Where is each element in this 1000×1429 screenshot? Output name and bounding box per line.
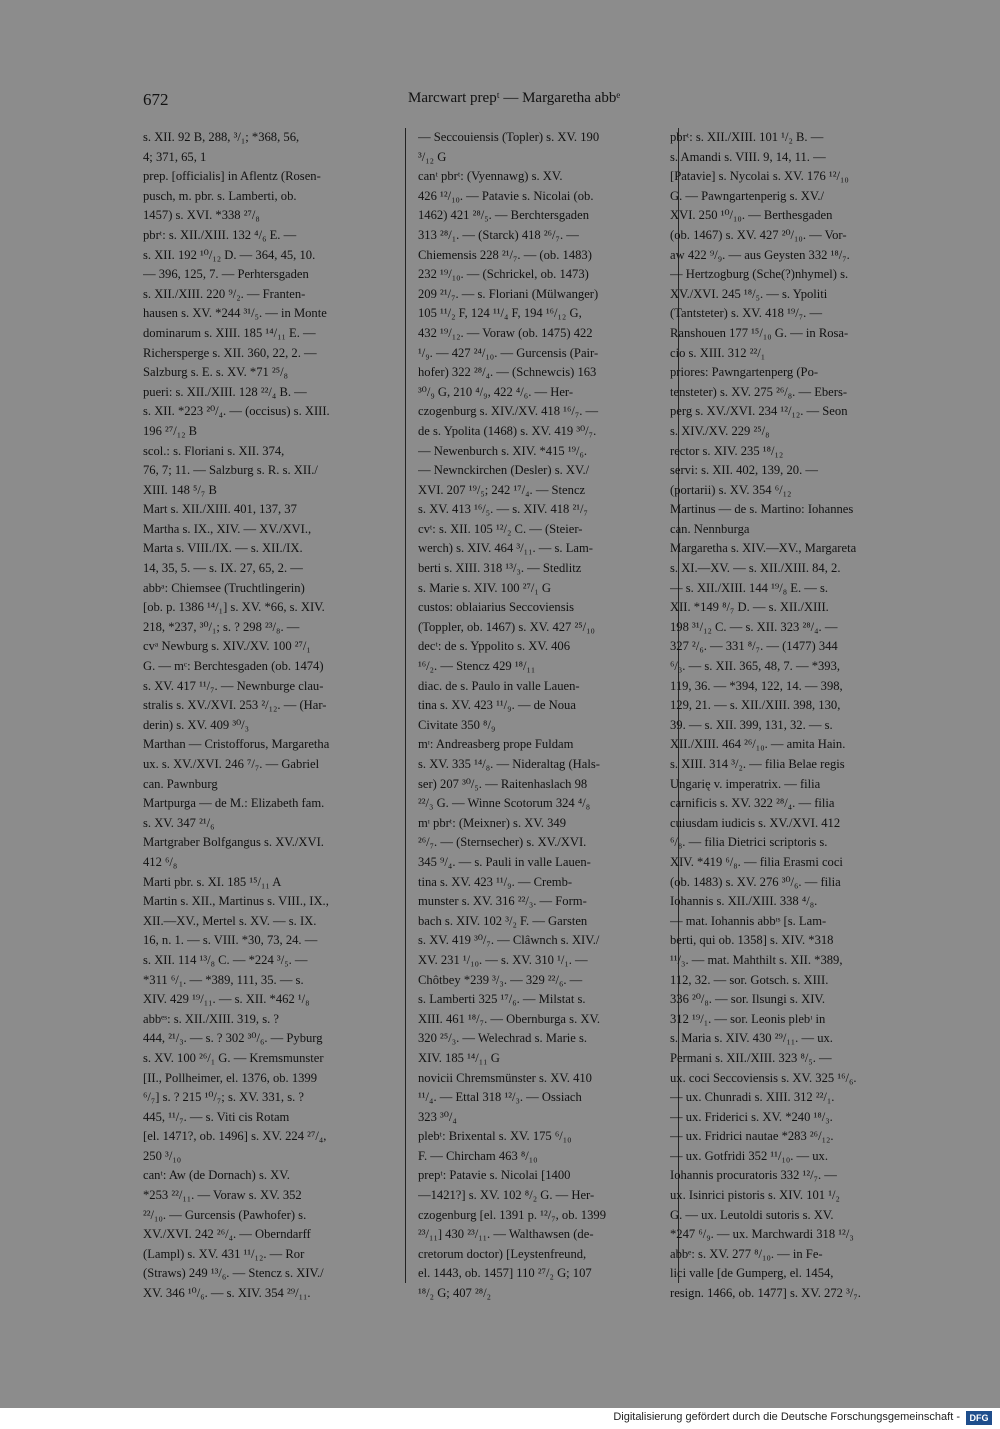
text-line: 445, ¹¹/₇. — s. Viti cis Rotam (143, 1109, 290, 1124)
text-line: cretorum doctor) [Leystenfreund, (418, 1246, 587, 1261)
text-line: ¹/₉. — 427 ²⁴/₁₀. — Gurcensis (Pair- (418, 345, 599, 360)
text-line: can. Pawnburg (143, 776, 218, 791)
text-line: Civitate 350 ⁸/₉ (418, 717, 496, 732)
text-line: Mart s. XII./XIII. 401, 137, 37 (143, 502, 297, 517)
text-line: s. Lamberti 325 ¹⁷/₆. — Milstat s. (418, 992, 586, 1007)
text-line: s. XV. 419 ³⁰/₇. — Clâwnch s. XIV./ (418, 933, 600, 948)
page-number: 672 (143, 90, 169, 109)
text-column-2 (418, 128, 666, 1396)
text-line: (Toppler, ob. 1467) s. XV. 427 ²⁵/₁₀ (418, 619, 595, 634)
text-line: 345 ⁹/₄. — s. Pauli in valle Lauen- (418, 854, 591, 869)
text-line: dominarum s. XIII. 185 ¹⁴/₁₁ E. — (143, 325, 316, 340)
text-line: munster s. XV. 316 ²²/₃. — Form- (418, 894, 587, 909)
text-line: — s. XII./XIII. 144 ¹⁹/₈ E. — s. (670, 580, 829, 595)
text-line: [ob. p. 1386 ¹⁴/₁] s. XV. *66, s. XIV. (143, 600, 325, 615)
text-line: berti s. XIII. 318 ¹³/₃. — Stedlitz (418, 561, 582, 576)
text-line: 313 ²⁸/₁. — (Starck) 418 ²⁶/₇. — (418, 227, 579, 242)
text-line: G. — ux. Leutoldi sutoris s. XV. (670, 1207, 834, 1222)
text-line: ser) 207 ³⁰/₅. — Raitenhaslach 98 (418, 776, 588, 791)
column-divider (405, 128, 406, 1283)
text-line: XV./XVI. 245 ¹⁸/₅. — s. Ypoliti (670, 286, 828, 301)
text-line: ⁶/₇] s. ? 215 ¹⁰/₇; s. XV. 331, s. ? (143, 1090, 304, 1105)
text-line: 1462) 421 ²⁸/₅. — Berchtersgaden (418, 208, 589, 223)
text-line: abbᵃ: Chiemsee (Truchtlingerin) (143, 580, 305, 595)
text-line: diac. de s. Paulo in valle Lauen- (418, 678, 580, 693)
text-line: s. XV. 335 ¹⁴/₈. — Nideraltag (Hals- (418, 757, 600, 771)
text-line: ¹⁶/₂. — Stencz 429 ¹⁸/₁₁ (418, 659, 536, 674)
text-line: s. XII. 92 B, 288, ³/₁; *368, 56, (143, 130, 300, 144)
text-line: ⁶/₈. — filia Dietrici scriptoris s. (670, 835, 828, 850)
text-line: pbrᵗ: s. XII./XIII. 101 ¹/₂ B. — (670, 130, 824, 144)
text-line: *311 ⁶/₁. — *389, 111, 35. — s. (143, 972, 304, 987)
text-line: servi: s. XII. 402, 139, 20. — (670, 463, 818, 478)
text-line: — Newnckirchen (Desler) s. XV./ (418, 463, 590, 478)
text-line: XV. 346 ¹⁰/₆. — s. XIV. 354 ²⁹/₁₁. (143, 1286, 311, 1301)
text-line: (Tantsteter) s. XV. 418 ¹⁹/₇. — (670, 306, 823, 321)
text-line: XII. *149 ⁸/₇ D. — s. XII./XIII. (670, 600, 829, 615)
text-line: ³⁰/₉ G, 210 ⁴/₉, 422 ⁴/₆. — Her- (418, 384, 574, 399)
text-line: XV./XVI. 242 ²⁶/₄. — Oberndarff (143, 1227, 311, 1242)
text-line: hofer) 322 ²⁸/₄. — (Schnewcis) 163 (418, 365, 597, 380)
text-line: 1457) s. XVI. *338 ²⁷/₈ (143, 208, 260, 223)
dfg-logo-icon: DFG (966, 1411, 992, 1425)
text-line: [el. 1471?, ob. 1496] s. XV. 224 ²⁷/₄, (143, 1129, 327, 1144)
text-line: perg s. XV./XVI. 234 ¹²/₁₂. — Seon (670, 404, 848, 419)
text-line: 16, n. 1. — s. VIII. *30, 73, 24. — (143, 933, 318, 948)
text-line: 312 ¹⁹/₁. — sor. Leonis plebᶦ in (670, 1011, 826, 1026)
text-line: 432 ¹⁹/₁₂. — Voraw (ob. 1475) 422 (418, 325, 593, 340)
text-line: G. — mᶜ: Berchtesgaden (ob. 1474) (143, 659, 324, 674)
text-column-1 (143, 128, 395, 1396)
text-line: 209 ²¹/₇. — s. Floriani (Mülwanger) (418, 286, 599, 301)
text-line: s. XII. 114 ¹³/₈ C. — *224 ³/₅. — (143, 952, 308, 967)
text-line: *247 ⁶/₉. — ux. Marchwardi 318 ¹²/₃ (670, 1227, 854, 1242)
text-line: XVI. 250 ¹⁰/₁₀. — Berthesgaden (670, 208, 833, 223)
text-line: s. XII. 192 ¹⁰/₁₂ D. — 364, 45, 10. (143, 247, 316, 262)
text-line: pusch, m. pbr. s. Lamberti, ob. (143, 188, 297, 203)
text-line: Marti pbr. s. XI. 185 ¹⁵/₁₁ A (143, 874, 282, 889)
text-line: (Lampl) s. XV. 431 ¹¹/₁₂. — Ror (143, 1246, 305, 1261)
text-line: Iohannis s. XII./XIII. 338 ⁴/₈. (670, 894, 818, 909)
text-line: stralis s. XV./XVI. 253 ²/₁₂. — (Har- (143, 698, 327, 713)
text-line: carnificis s. XV. 322 ²⁸/₄. — filia (670, 796, 835, 811)
text-line: ³/₁₂ G (418, 149, 447, 164)
text-line: derin) s. XV. 409 ³⁰/₃ (143, 717, 250, 732)
text-line: Ungarię v. imperatrix. — filia (670, 776, 821, 791)
text-line: s. Maria s. XIV. 430 ²⁹/₁₁. — ux. (670, 1031, 833, 1046)
text-line: F. — Chircham 463 ⁸/₁₀ (418, 1148, 538, 1163)
text-line: Martpurga — de M.: Elizabeth fam. (143, 796, 325, 811)
text-line: cio s. XIII. 312 ²²/₁ (670, 345, 766, 360)
text-line: resign. 1466, ob. 1477] s. XV. 272 ³/₇. (670, 1286, 861, 1301)
text-line: *253 ²²/₁₁. — Voraw s. XV. 352 (143, 1188, 302, 1203)
text-line: 323 ³⁰/₄ (418, 1109, 457, 1124)
text-line: — Hertzogburg (Sche(?)nhymel) s. (670, 267, 849, 282)
text-line: 218, *237, ³⁰/₁; s. ? 298 ²³/₈. — (143, 619, 300, 634)
text-line: — ux. Chunradi s. XIII. 312 ²²/₁. (670, 1090, 835, 1105)
text-line: pbrᵗ: s. XII./XIII. 132 ⁴/₆ E. — (143, 227, 297, 242)
text-line: Salzburg s. E. s. XV. *71 ²⁵/₈ (143, 365, 289, 380)
text-line: el. 1443, ob. 1457] 110 ²⁷/₂ G; 107 (418, 1266, 592, 1281)
text-line: rector s. XIV. 235 ¹⁸/₁₂ (670, 443, 784, 458)
text-line: czogenburg [el. 1391 p. ¹²/₇, ob. 1399 (418, 1207, 606, 1222)
text-line: (Straws) 249 ¹³/₆. — Stencz s. XIV./ (143, 1266, 324, 1281)
text-line: canᵗ: Aw (de Dornach) s. XV. (143, 1168, 290, 1183)
text-line: decᵗ: de s. Yppolito s. XV. 406 (418, 639, 571, 654)
text-line: 129, 21. — s. XII./XIII. 398, 130, (670, 698, 841, 713)
text-line: — 396, 125, 7. — Perhtersgaden (143, 267, 309, 282)
text-line: ux. coci Seccoviensis s. XV. 325 ¹⁶/₆. (670, 1070, 857, 1085)
text-line: tensteter) s. XV. 275 ²⁶/₈. — Ebers- (670, 384, 848, 399)
text-line: ²³/₁₁] 430 ²³/₁₁. — Walthawsen (de- (418, 1227, 594, 1242)
text-line: Marta s. VIII./IX. — s. XII./IX. (143, 541, 303, 556)
text-line: prep. [officialis] in Aflentz (Rosen- (143, 169, 321, 184)
text-line: mᶦ pbrᵗ: (Meixner) s. XV. 349 (418, 815, 567, 830)
text-line: 412 ⁶/₈ (143, 854, 178, 869)
text-line: 39. — s. XII. 399, 131, 32. — s. (670, 717, 833, 732)
text-line: s. XV. 100 ²⁶/₁ G. — Kremsmunster (143, 1050, 324, 1065)
text-line: (portarii) s. XV. 354 ⁶/₁₂ (670, 482, 792, 497)
text-line: s. XV. 413 ¹⁶/₅. — s. XIV. 418 ²¹/₇ (418, 502, 588, 517)
text-line: 232 ¹⁹/₁₀. — (Schrickel, ob. 1473) (418, 267, 589, 282)
text-line: s. Marie s. XIV. 100 ²⁷/₁ G (418, 580, 552, 595)
text-line: — ux. Gotfridi 352 ¹¹/₁₀. — ux. (670, 1148, 829, 1163)
text-line: Chiemensis 228 ²¹/₇. — (ob. 1483) (418, 247, 592, 262)
text-line: — Newenburch s. XIV. *415 ¹⁹/₆. (418, 443, 588, 458)
text-line: Martgraber Bolfgangus s. XV./XVI. (143, 835, 324, 850)
text-line: ¹⁸/₂ G; 407 ²⁸/₂ (418, 1286, 492, 1301)
text-line: —1421?] s. XV. 102 ⁸/₂ G. — Her- (418, 1188, 595, 1203)
text-line: XIII. 461 ¹⁸/₇. — Obernburga s. XV. (418, 1011, 601, 1026)
text-line: s. XIII. 314 ³/₂. — filia Belae regis (670, 757, 845, 771)
text-line: s. XIV./XV. 229 ²⁵/₈ (670, 423, 770, 438)
text-line: abbᵉˢ: s. XII./XIII. 319, s. ? (143, 1011, 280, 1026)
text-line: ¹¹/₄. — Ettal 318 ¹²/₃. — Ossiach (418, 1090, 582, 1105)
text-line: XIV. 185 ¹⁴/₁₁ G (418, 1050, 500, 1065)
text-line: ²⁶/₇. — (Sternsecher) s. XV./XVI. (418, 835, 587, 850)
text-line: s. Amandi s. VIII. 9, 14, 11. — (670, 149, 826, 164)
text-line: ux. Isinrici pistoris s. XIV. 101 ¹/₂ (670, 1188, 840, 1203)
text-line: XIV. 429 ¹⁹/₁₁. — s. XII. *462 ¹/₈ (143, 992, 310, 1007)
text-line: 105 ¹¹/₂ F, 124 ¹¹/₄ F, 194 ¹⁶/₁₂ G, (418, 306, 582, 321)
text-line: aw 422 ⁹/₉. — aus Geysten 332 ¹⁸/₇. (670, 247, 850, 262)
text-line: 112, 32. — sor. Gotsch. s. XIII. (670, 972, 829, 987)
text-line: ux. s. XV./XVI. 246 ⁷/₇. — Gabriel (143, 757, 320, 771)
text-line: czogenburg s. XIV./XV. 418 ¹⁶/₇. — (418, 404, 599, 419)
text-line: mᶦ: Andreasberg prope Fuldam (418, 737, 574, 752)
text-line: plebᵗ: Brixental s. XV. 175 ⁶/₁₀ (418, 1129, 572, 1144)
text-line: XII.—XV., Mertel s. XV. — s. IX. (143, 913, 317, 928)
text-line: Margaretha s. XIV.—XV., Margareta (670, 541, 857, 556)
text-line: pueri: s. XII./XIII. 128 ²²/₄ B. — (143, 384, 307, 399)
text-line: scol.: s. Floriani s. XII. 374, (143, 443, 285, 458)
text-line: tina s. XV. 423 ¹¹/₉. — Cremb- (418, 874, 573, 889)
text-line: 4; 371, 65, 1 (143, 149, 207, 164)
text-line: canᵗ pbrᵗ: (Vyennawg) s. XV. (418, 169, 563, 184)
text-line: cvᵗ: s. XII. 105 ¹²/₂ C. — (Steier- (418, 521, 583, 536)
text-line: priores: Pawngartenperg (Po- (670, 365, 819, 380)
text-line: — ux. Fridrici nautae *283 ²⁶/₁₂. (670, 1129, 834, 1144)
text-line: ²²/₃ G. — Winne Scotorum 324 ⁴/₈ (418, 796, 591, 811)
text-line: s. XV. 417 ¹¹/₇. — Newnburge clau- (143, 678, 324, 693)
text-line: 198 ³¹/₁₂ C. — s. XII. 323 ²⁸/₄. — (670, 619, 838, 634)
text-line: Richersperge s. XII. 360, 22, 2. — (143, 345, 317, 360)
text-line: Ranshouen 177 ¹⁵/₁₀ G. — in Rosa- (670, 325, 849, 340)
text-line: XVI. 207 ¹⁹/₅; 242 ¹⁷/₄. — Stencz (418, 482, 586, 497)
text-line: s. XV. 347 ²¹/₆ (143, 815, 215, 830)
text-line: bach s. XIV. 102 ³/₂ F. — Garsten (418, 913, 588, 928)
text-line: XIV. *419 ⁶/₈. — filia Erasmi coci (670, 854, 843, 869)
text-line: XV. 231 ¹/₁₀. — s. XV. 310 ¹/₁. — (418, 952, 588, 967)
text-line: 336 ²⁰/₈. — sor. Ilsungi s. XIV. (670, 992, 826, 1007)
text-line: de s. Ypolita (1468) s. XV. 419 ³⁰/₇. (418, 423, 597, 438)
text-line: [II., Pollheimer, el. 1376, ob. 1399 (143, 1070, 318, 1085)
running-head: Marcwart prepᵗ — Margaretha abbᵉ (408, 90, 621, 106)
text-line: — Seccouiensis (Topler) s. XV. 190 (418, 130, 600, 144)
text-line: can. Nennburga (670, 521, 750, 536)
text-line: XIII. 148 ⁵/₇ B (143, 482, 217, 497)
text-line: cvᵃ Newburg s. XIV./XV. 100 ²⁷/₁ (143, 639, 311, 654)
text-line: werch) s. XIV. 464 ³/₁₁. — s. Lam- (418, 541, 593, 556)
text-line: tina s. XV. 423 ¹¹/₉. — de Noua (418, 698, 576, 713)
text-line: — ux. Friderici s. XV. *240 ¹⁸/₃. (670, 1109, 833, 1124)
text-line: 444, ²¹/₃. — s. ? 302 ³⁰/₆. — Pyburg (143, 1031, 323, 1046)
text-line: G. — Pawngartenperig s. XV./ (670, 188, 825, 203)
text-line: 76, 7; 11. — Salzburg s. R. s. XII./ (143, 463, 318, 478)
text-line: novicii Chremsmünster s. XV. 410 (418, 1070, 592, 1085)
text-line: ⁶/₃. — s. XII. 365, 48, 7. — *393, (670, 659, 841, 674)
text-line: Martin s. XII., Martinus s. VIII., IX., (143, 894, 329, 909)
text-line: Permani s. XII./XIII. 323 ⁸/₅. — (670, 1050, 832, 1065)
text-line: prepᵗ: Patavie s. Nicolai [1400 (418, 1168, 571, 1183)
text-line: berti, qui ob. 1358] s. XIV. *318 (670, 933, 834, 948)
text-line: s. XII. *223 ²⁰/₄. — (occisus) s. XIII. (143, 404, 330, 419)
text-line: Martha s. IX., XIV. — XV./XVI., (143, 521, 312, 536)
text-line: custos: oblaiarius Seccoviensis (418, 600, 574, 615)
text-line: 327 ²/₆. — 331 ⁸/₇. — (1477) 344 (670, 639, 838, 654)
text-line: 250 ³/₁₀ (143, 1148, 182, 1163)
text-line: ¹¹/₃. — mat. Mahthilt s. XII. *389, (670, 952, 843, 967)
text-line: ²²/₁₀. — Gurcensis (Pawhofer) s. (143, 1207, 307, 1222)
text-line: cuiusdam iudicis s. XV./XVI. 412 (670, 815, 841, 830)
text-line: Iohannis procuratoris 332 ¹²/₇. — (670, 1168, 837, 1183)
text-line: lici valle [de Gumperg, el. 1454, (670, 1266, 834, 1281)
text-line: Martinus — de s. Martino: Iohannes (670, 502, 854, 517)
text-line: abbᵉ: s. XV. 277 ⁸/₁₀. — in Fe- (670, 1246, 823, 1261)
footer-bar (0, 1408, 1000, 1429)
text-line: s. XI.—XV. — s. XII./XIII. 84, 2. (670, 561, 841, 576)
text-line: s. XII./XIII. 220 ⁹/₂. — Franten- (143, 286, 306, 301)
text-line: 119, 36. — *394, 122, 14. — 398, (670, 678, 843, 693)
text-line: Marthan — Cristofforus, Margaretha (143, 737, 330, 752)
text-line: 196 ²⁷/₁₂ B (143, 423, 198, 438)
text-line: Chôtbey *239 ³/₃. — 329 ²²/₆. — (418, 972, 583, 987)
text-column-3 (670, 128, 922, 1396)
text-line: hausen s. XV. *244 ³¹/₅. — in Monte (143, 306, 327, 321)
funding-credit: Digitalisierung gefördert durch die Deutsche Forschungsgemeinschaft - (613, 1411, 960, 1423)
text-line: (ob. 1483) s. XV. 276 ³⁰/₆. — filia (670, 874, 841, 889)
text-line: 426 ¹²/₁₀. — Patavie s. Nicolai (ob. (418, 188, 594, 203)
text-line: 14, 35, 5. — s. IX. 27, 65, 2. — (143, 561, 303, 576)
text-line: [Patavie] s. Nycolai s. XV. 176 ¹²/₁₀ (670, 169, 849, 184)
text-line: (ob. 1467) s. XV. 427 ²⁰/₁₀. — Vor- (670, 227, 847, 242)
text-line: 320 ²⁵/₃. — Welechrad s. Marie s. (418, 1031, 588, 1046)
text-line: — mat. Iohannis abbᶦˢ [s. Lam- (670, 913, 827, 928)
text-line: XII./XIII. 464 ²⁶/₁₀. — amita Hain. (670, 737, 846, 752)
